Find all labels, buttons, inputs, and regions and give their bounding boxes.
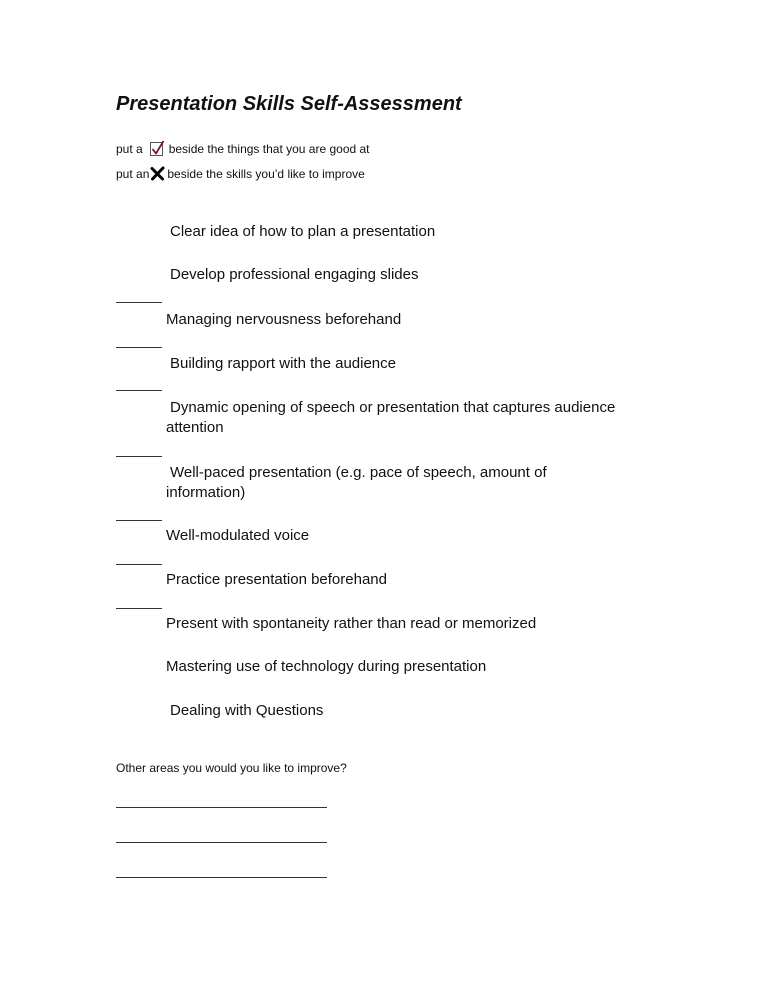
skill-item: Dynamic opening of speech or presentation that captures audience attention [166,399,616,436]
answer-line[interactable] [116,842,327,843]
instruction-good [116,140,370,160]
skill-item: Practice presentation beforehand [166,571,387,588]
answer-line[interactable] [116,877,327,878]
skill-blank[interactable] [116,390,162,391]
skill-blank[interactable] [116,564,162,565]
skill-item: Well-paced presentation (e.g. pace of speech, amount of information) [166,464,547,501]
instruction-text: beside the things that you are good at [168,142,370,157]
skill-item: Present with spontaneity rather than read or memorized [166,615,537,632]
instruction-improve [116,166,365,184]
other-areas-prompt: Other areas you would you like to improve? [116,761,347,775]
page-title: Presentation Skills Self-Assessment [116,93,462,115]
skill-item: Clear idea of how to plan a presentation [170,223,436,240]
skill-item: Dealing with Questions [170,702,324,719]
instruction-text: beside the skills you’d like to improve [167,167,365,182]
skill-item: Building rapport with the audience [170,355,396,372]
skill-item: Develop professional engaging slides [170,266,419,283]
skill-blank[interactable] [116,608,162,609]
cross-mark-icon [150,166,165,184]
skill-blank[interactable] [116,302,162,303]
skill-item: Well-modulated voice [166,527,310,544]
instruction-lead: put a [116,142,143,157]
answer-line[interactable] [116,807,327,808]
instruction-lead: put an [116,167,150,182]
skill-item: Managing nervousness beforehand [166,311,402,328]
skill-blank[interactable] [116,456,162,457]
skill-blank[interactable] [116,347,162,348]
checkbox-check-icon [149,140,165,160]
skill-blank[interactable] [116,520,162,521]
skill-item: Mastering use of technology during presentation [166,658,487,675]
